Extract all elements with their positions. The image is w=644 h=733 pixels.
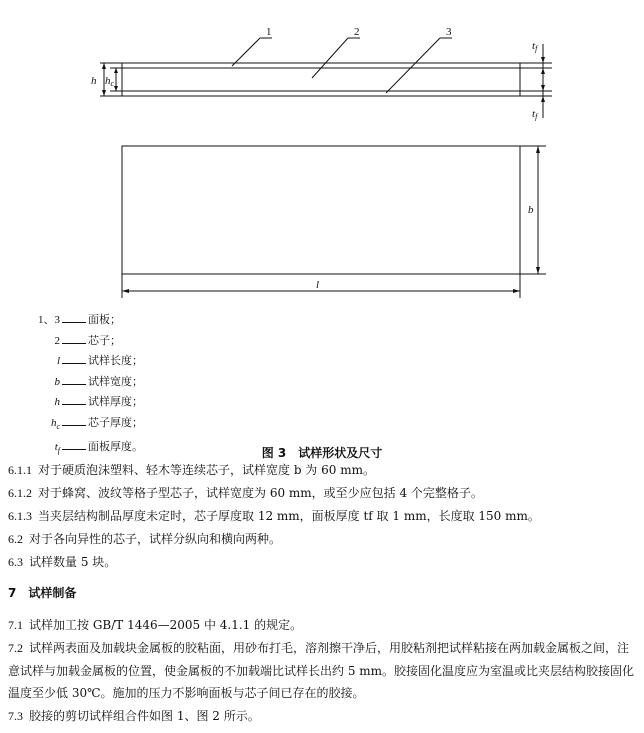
legend-dash	[62, 384, 86, 385]
leader-1	[232, 38, 260, 66]
legend-item	[30, 392, 143, 413]
clause-6-3: 6.3 试样数量 5 块。	[8, 555, 117, 569]
legend-dash	[62, 404, 86, 405]
legend-dash	[62, 425, 86, 426]
dim-b-label: b	[528, 204, 534, 216]
legend-symbol: h	[54, 396, 60, 408]
dim-h-label: h	[91, 75, 97, 87]
clause-7-3: 7.3 胶接的剪切试样组合件如图 1、图 2 所示。	[8, 709, 260, 723]
side-view	[100, 38, 552, 118]
plan-view	[122, 146, 546, 298]
clause-7-2: 7.2 试样两表面及加载块金属板的胶粘面，用砂布打毛，溶剂擦干净后，用胶粘剂把试样粘接在两加载金属板之间，注意试样与加载金属板的位置，使金属板的不加载端比试样长出约 5 mm。胶接固化温度应为室温或比夹层结构胶接固化温度至少低 30℃。施加的压力不影响面板与芯子间已存在的胶接。	[8, 641, 635, 700]
callout-3: 3	[446, 26, 452, 38]
figure-legend	[30, 310, 143, 462]
clause-6-1-3: 6.1.3 当夹层结构制品厚度未定时，芯子厚度取 12 mm，面板厚度 tf 取 1 mm，长度取 150 mm。	[8, 509, 540, 523]
clause-6-2: 6.2 对于各向异性的芯子，试样分纵向和横向两种。	[8, 532, 282, 546]
callout-1: 1	[266, 26, 272, 38]
legend-dash	[62, 343, 86, 344]
legend-symbol: l	[56, 355, 60, 367]
legend-symbol: $t_f$	[54, 441, 60, 456]
legend-symbol: 2	[54, 334, 60, 347]
dim-tf-bottom-label: tf	[532, 108, 538, 121]
legend-text: 面板厚度。	[88, 440, 143, 454]
dim-hc-label: hc	[105, 75, 115, 88]
legend-item	[30, 331, 143, 352]
legend-item	[30, 310, 143, 331]
legend-text: 面板；	[88, 313, 121, 326]
section-7-heading: 7 试样制备	[8, 586, 77, 600]
legend-text: 试样长度；	[88, 354, 143, 367]
legend-item	[30, 372, 143, 393]
legend-dash	[62, 363, 86, 364]
legend-text: 试样宽度；	[88, 374, 143, 388]
legend-text: 芯子厚度；	[88, 415, 143, 429]
legend-item	[30, 351, 143, 372]
figure-caption: 图 3 试样形状及尺寸	[261, 446, 383, 460]
dim-l-label: l	[316, 279, 320, 291]
clause-6-1-2: 6.1.2 对于蜂窝、波纹等格子型芯子，试样宽度为 60 mm，或至少应包括 4 个完整格子。	[8, 486, 483, 500]
legend-symbol: $h_c$	[50, 416, 60, 431]
dim-tf-top-label: tf	[532, 40, 538, 53]
legend-item	[30, 413, 143, 438]
specimen-figure	[0, 0, 644, 305]
legend-symbol: b	[54, 375, 60, 388]
legend-text: 试样厚度；	[88, 395, 143, 408]
plan-outline	[122, 146, 520, 274]
legend-dash	[62, 322, 86, 323]
callout-2: 2	[354, 26, 360, 38]
legend-symbol: 1、3	[38, 314, 60, 326]
leader-2	[312, 38, 348, 78]
clause-6-1-1: 6.1.1 对于硬质泡沫塑料、轻木等连续芯子，试样宽度 b 为 60 mm。	[8, 463, 375, 477]
clause-7-1: 7.1 试样加工按 GB/T 1446—2005 中 4.1.1 的规定。	[8, 618, 303, 632]
legend-text: 芯子；	[88, 333, 121, 347]
leader-3	[386, 38, 440, 93]
